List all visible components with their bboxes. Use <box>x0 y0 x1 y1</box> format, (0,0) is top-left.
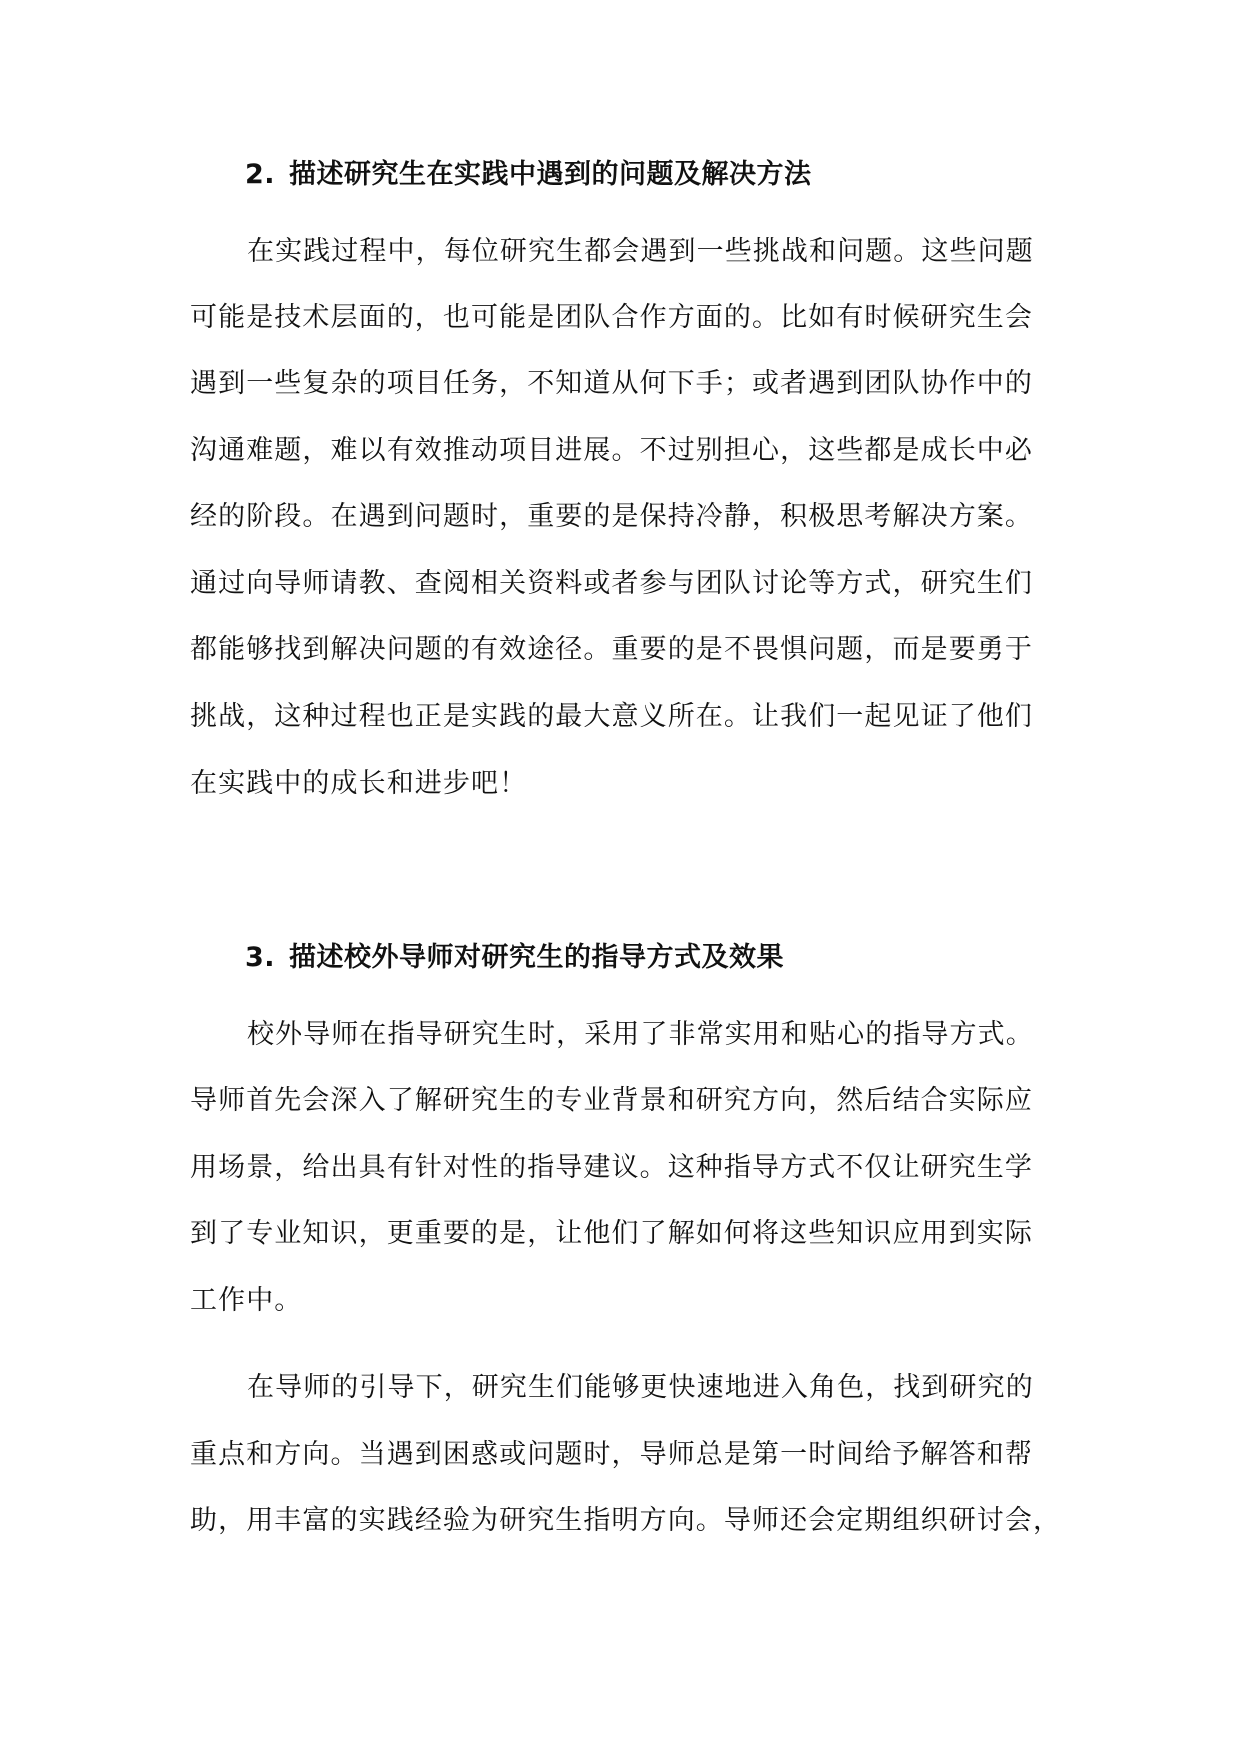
section-3-p1-line-2: 导师首先会深入了解研究生的专业背景和研究方向，然后结合实际应 <box>190 1085 1033 1116</box>
section-2-line-7: 都能够找到解决问题的有效途径。重要的是不畏惧问题，而是要勇于 <box>190 634 1033 665</box>
section-3-p1-line-4: 到了专业知识，更重要的是，让他们了解如何将这些知识应用到实际 <box>190 1218 1033 1249</box>
section-2-line-3: 遇到一些复杂的项目任务，不知道从何下手；或者遇到团队协作中的 <box>190 368 1033 399</box>
section-3-p1-line-1: 校外导师在指导研究生时，采用了非常实用和贴心的指导方式。 <box>247 1019 1034 1050</box>
section-3-number: 3. <box>245 942 276 973</box>
section-3-p2-line-2: 重点和方向。当遇到困惑或问题时，导师总是第一时间给予解答和帮 <box>190 1439 1033 1470</box>
section-2-line-5: 经的阶段。在遇到问题时，重要的是保持冷静，积极思考解决方案。 <box>190 501 1033 532</box>
section-3-p2-line-1: 在导师的引导下，研究生们能够更快速地进入角色，找到研究的 <box>247 1372 1034 1403</box>
section-3-heading <box>245 938 784 978</box>
section-3-p1-line-5: 工作中。 <box>190 1285 303 1316</box>
section-2-line-4: 沟通难题，难以有效推动项目进展。不过别担心，这些都是成长中必 <box>190 435 1033 466</box>
section-3-title: 描述校外导师对研究生的指导方式及效果 <box>289 942 785 973</box>
section-2-title: 描述研究生在实践中遇到的问题及解决方法 <box>289 159 812 190</box>
section-2-line-6: 通过向导师请教、查阅相关资料或者参与团队讨论等方式，研究生们 <box>190 568 1033 599</box>
section-2-heading <box>245 155 812 195</box>
section-2-line-2: 可能是技术层面的，也可能是团队合作方面的。比如有时候研究生会 <box>190 302 1033 333</box>
section-3-p1-line-3: 用场景，给出具有针对性的指导建议。这种指导方式不仅让研究生学 <box>190 1152 1033 1183</box>
section-2-number: 2. <box>245 159 276 190</box>
section-2-line-9: 在实践中的成长和进步吧！ <box>190 768 528 799</box>
section-2-line-8: 挑战，这种过程也正是实践的最大意义所在。让我们一起见证了他们 <box>190 701 1033 732</box>
section-2-line-1: 在实践过程中，每位研究生都会遇到一些挑战和问题。这些问题 <box>247 236 1034 267</box>
section-3-p2-line-3: 助，用丰富的实践经验为研究生指明方向。导师还会定期组织研讨会， <box>190 1505 1062 1536</box>
